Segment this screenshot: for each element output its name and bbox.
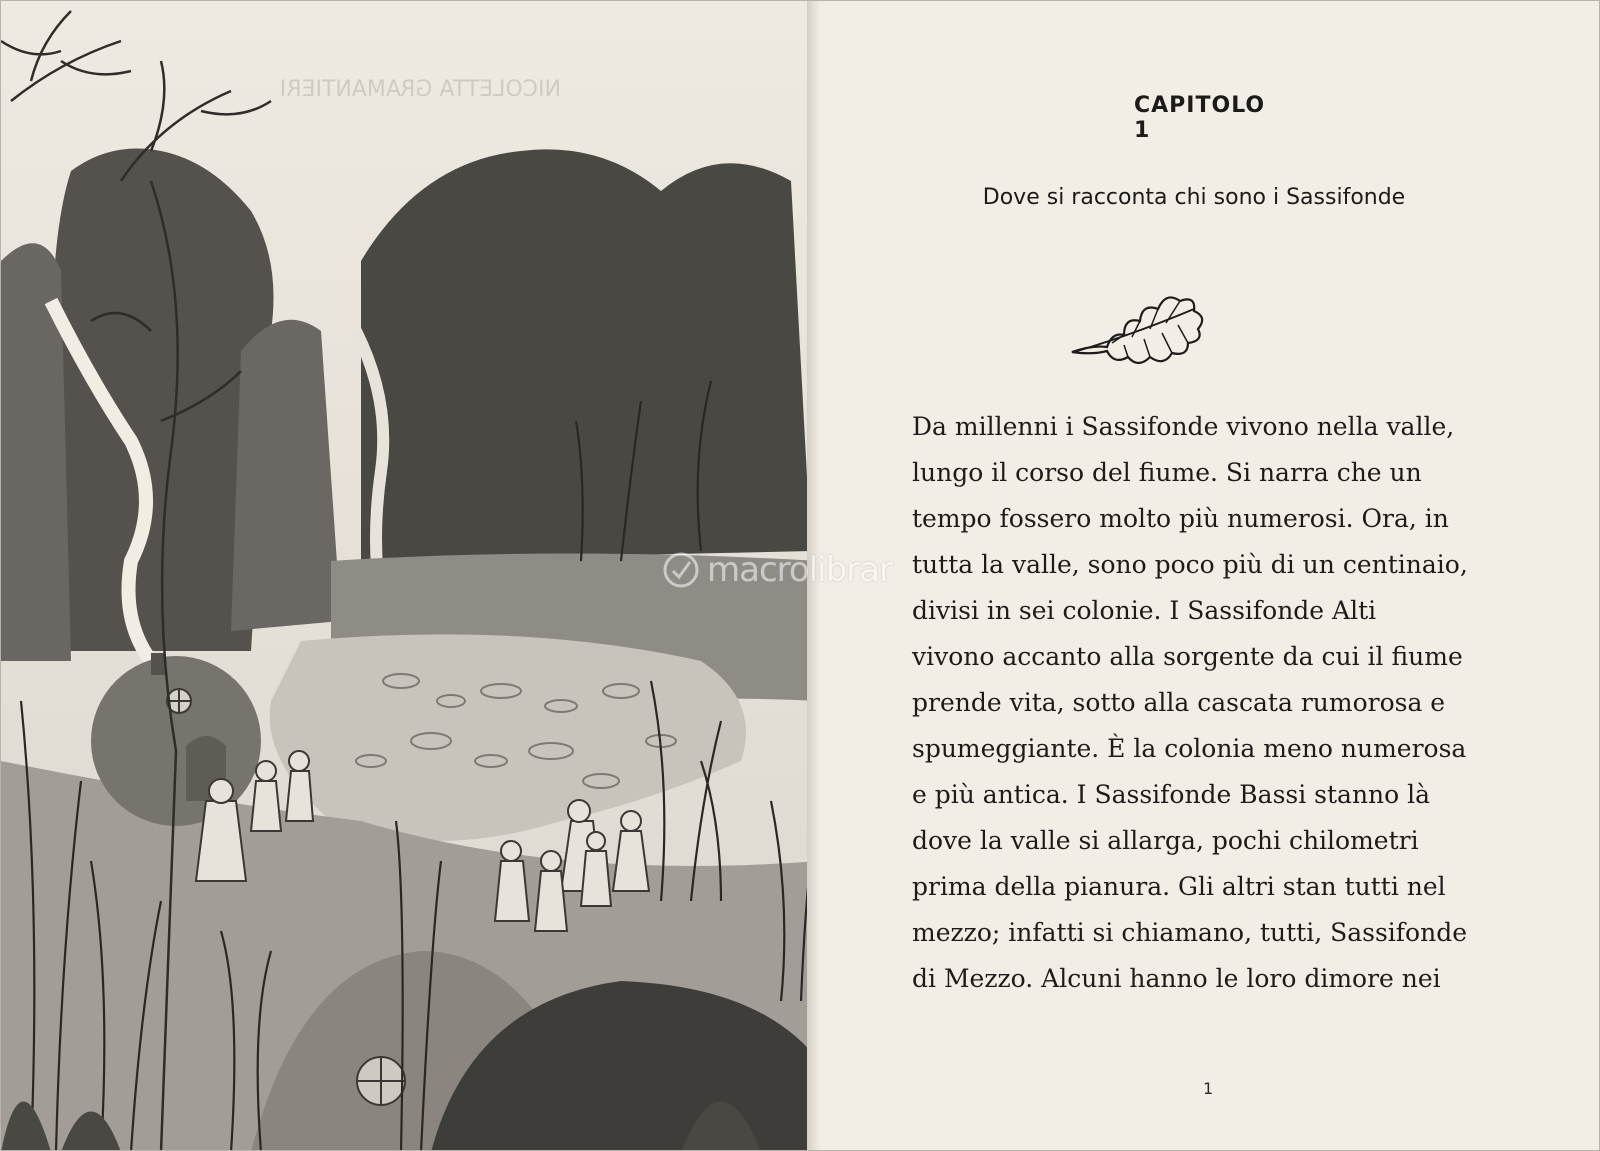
body-line: tutta la valle, sono poco più di un centinaio, [912, 550, 1468, 579]
body-line: spumeggiante. È la colonia meno numerosa [912, 734, 1467, 763]
body-line: prima della pianura. Gli altri stan tutti nel [912, 872, 1446, 901]
body-line: dove la valle si allarga, pochi chilometri [912, 826, 1419, 855]
macrolibrarsi-logo-icon [661, 550, 701, 590]
body-line: vivono accanto alla sorgente da cui il fiume [912, 642, 1463, 671]
body-line: divisi in sei colonie. I Sassifonde Alti [912, 596, 1377, 625]
text-page [819, 1, 1600, 1151]
body-line: mezzo; infatti si chiamano, tutti, Sassifonde [912, 918, 1468, 947]
body-line: prende vita, sotto alla cascata rumorosa e [912, 688, 1446, 717]
chapter-label: CAPITOLO 1 [1134, 93, 1266, 143]
ghost-title: NICOLETTA GRAMANTIERI [279, 77, 561, 102]
page-number: 1 [1203, 1079, 1214, 1098]
body-line: tempo fossero molto più numerosi. Ora, in [912, 504, 1449, 533]
body-line: lungo il corso del fiume. Si narra che un [912, 458, 1422, 487]
body-line: Da millenni i Sassifonde vivono nella valle, [912, 412, 1455, 441]
chapter-body [912, 404, 1472, 1002]
chapter-title: Dove si racconta chi sono i Sassifonde [982, 185, 1406, 210]
oak-leaf-icon [1062, 277, 1212, 367]
watermark [661, 550, 892, 590]
watermark-text: macrolibrar [707, 550, 892, 590]
body-line: di Mezzo. Alcuni hanno le loro dimore nei [912, 964, 1441, 993]
body-line: e più antica. I Sassifonde Bassi stanno là [912, 780, 1431, 809]
